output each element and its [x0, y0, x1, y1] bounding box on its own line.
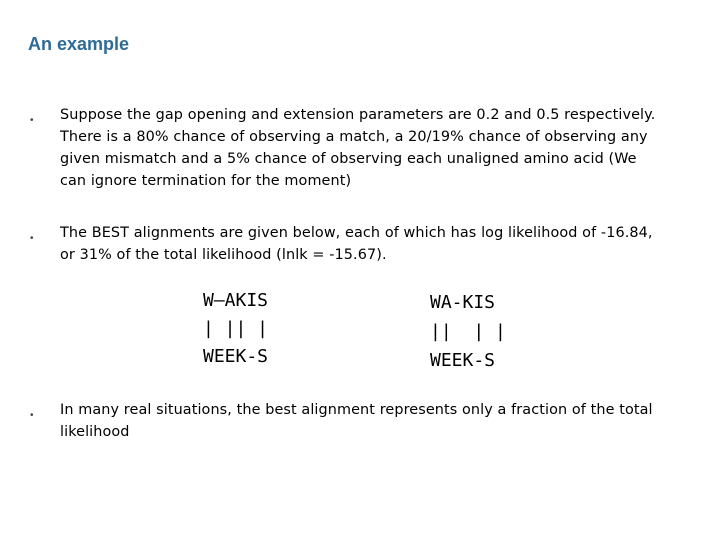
- alignment-2-top-sequence: WA-KIS: [430, 292, 496, 313]
- alignment-1-match-bars: | || |: [203, 318, 269, 339]
- alignment-1-top-sequence: W—AKIS: [203, 290, 269, 311]
- bullet-text-gap-parameters: Suppose the gap opening and extension parameters are 0.2 and 0.5 respectively. There is a 80% chance of observing a match, a 20/19% chance of observing any given mismatch and a 5% chance of observing each unaligned amino acid (We can ignore termination for the moment): [60, 107, 656, 189]
- alignment-1-bottom-sequence: WEEK-S: [203, 346, 269, 367]
- slide-title: An example: [28, 34, 130, 54]
- bullet-marker: •: [30, 410, 34, 421]
- alignment-2-match-bars: || | |: [430, 321, 506, 342]
- bullet-marker: •: [30, 115, 34, 126]
- bullet-text-best-alignments: The BEST alignments are given below, each of which has log likelihood of -16.84, or 31% of the total likelihood (lnlk = -15.67).: [60, 225, 653, 263]
- bullet-marker: •: [30, 233, 34, 244]
- bullet-text-real-situations: In many real situations, the best alignment represents only a fraction of the total likelihood: [60, 402, 653, 440]
- alignment-2-bottom-sequence: WEEK-S: [430, 350, 496, 371]
